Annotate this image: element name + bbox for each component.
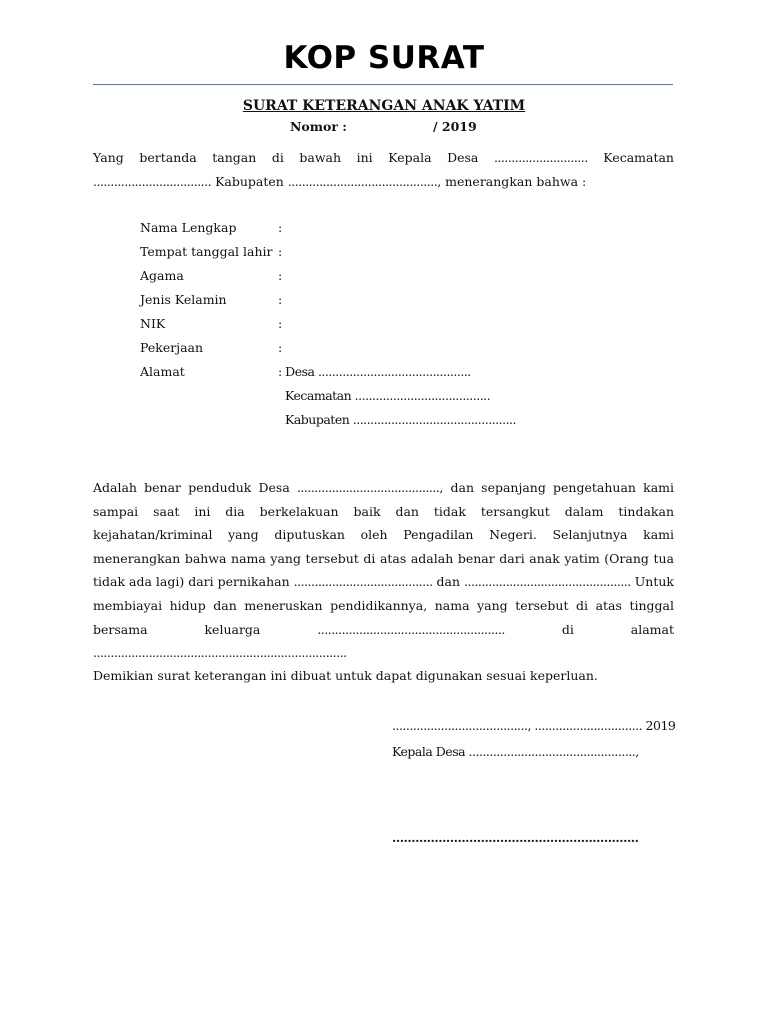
field-value: : bbox=[278, 244, 283, 259]
letter-number bbox=[290, 119, 477, 134]
body-text-3: dan bbox=[432, 574, 465, 590]
body-text-2: , dan sepanjang pengetahuan kami sampai saat ini dia berkelakuan baik dan tidak tersangkut dalam tindakan kejahatan/kriminal yang diputuskan oleh Pengadilan Negeri. Selanjutnya kami menerangkan bahwa nama yang tersebut di atas adalah benar dari anak yatim (Orang tua tidak ada lagi) dari pernikahan bbox=[93, 480, 674, 590]
field-value: : bbox=[278, 292, 283, 307]
letterhead-title: KOP SURAT bbox=[283, 40, 485, 76]
letterhead-divider bbox=[93, 84, 673, 85]
address-kabupaten: Kabupaten ............................................... bbox=[285, 412, 516, 427]
field-label: Pekerjaan bbox=[140, 340, 204, 355]
nomor-year: / 2019 bbox=[433, 119, 477, 134]
field-label: Nama Lengkap bbox=[140, 220, 237, 235]
body-text-5: di alamat bbox=[504, 621, 674, 637]
field-label: Alamat bbox=[140, 364, 185, 379]
body-text-4: Untuk membiayai hidup dan meneruskan pendidikannya, nama yang tersebut di atas tinggal bersama keluarga bbox=[93, 574, 674, 637]
intro-fill-desa: ........................... bbox=[493, 150, 588, 165]
intro-paragraph bbox=[93, 146, 674, 193]
field-label: Agama bbox=[140, 268, 184, 283]
body-text-1: Adalah benar penduduk Desa bbox=[93, 480, 297, 495]
intro-text-2: Kecamatan bbox=[587, 150, 674, 165]
intro-text-3: Kabupaten bbox=[211, 173, 288, 189]
body-fill-family: ...................................................... bbox=[317, 621, 505, 637]
closing-paragraph: Demikian surat keterangan ini dibuat untuk dapat digunakan sesuai keperluan. bbox=[93, 668, 598, 683]
field-value: : bbox=[278, 268, 283, 283]
nomor-label: Nomor : bbox=[290, 119, 347, 134]
body-fill-parent-2: ................................................ bbox=[464, 574, 631, 590]
intro-text-1: Yang bertanda tangan di bawah ini Kepala Desa bbox=[93, 150, 494, 165]
intro-text-4: , menerangkan bahwa : bbox=[437, 173, 587, 189]
field-label: Jenis Kelamin bbox=[140, 292, 227, 307]
field-label: Tempat tanggal lahir bbox=[140, 244, 273, 259]
signature-name-line: ................................................................ bbox=[392, 830, 639, 845]
field-value: : bbox=[278, 220, 283, 235]
intro-fill-kecamatan: .................................. bbox=[93, 173, 212, 189]
body-fill-parent-1: ........................................ bbox=[293, 574, 433, 590]
field-label: NIK bbox=[140, 316, 166, 331]
intro-fill-kabupaten: ........................................... bbox=[287, 173, 438, 189]
body-fill-desa: ......................................... bbox=[296, 480, 440, 495]
signature-title: Kepala Desa ................................................, bbox=[392, 744, 639, 759]
body-fill-address: ......................................................................... bbox=[93, 645, 347, 661]
field-value: : Desa ............................................ bbox=[278, 364, 471, 379]
field-value: : bbox=[278, 340, 283, 355]
body-paragraph bbox=[93, 476, 674, 665]
address-kecamatan: Kecamatan ....................................... bbox=[285, 388, 491, 403]
signature-place-date: ......................................., ............................... 2019 bbox=[392, 718, 676, 733]
field-value: : bbox=[278, 316, 283, 331]
letter-title: SURAT KETERANGAN ANAK YATIM bbox=[242, 98, 526, 114]
